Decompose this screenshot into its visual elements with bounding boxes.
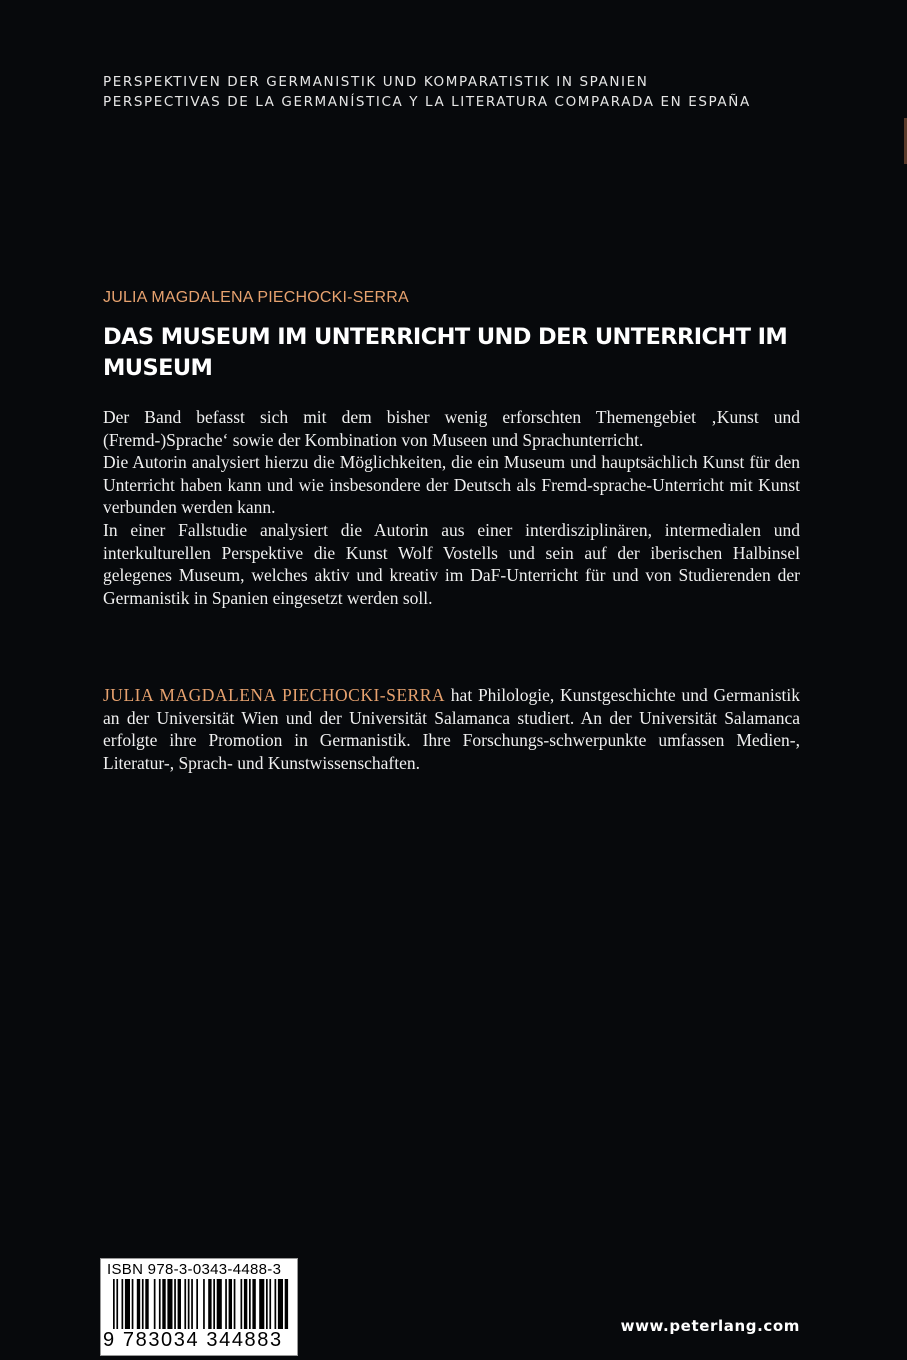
series-title — [103, 72, 751, 112]
blurb-paragraph: Die Autorin analysiert hierzu die Möglichkeiten, die ein Museum und hauptsächlich Kunst für den Unterricht haben kann und wie insbesondere der Deutsch als Fremd-sprache-Unterricht mit Kunst verbunden werden kann. — [103, 452, 800, 518]
barcode-digits: 9 783034 344883 — [103, 1329, 283, 1351]
author-bio-text: hat Philologie, Kunstgeschichte und Germanistik an der Universität Wien und der Universität Salamanca studiert. An der Universität Salamanca erfolgte ihre Promotion in Germanistik. Ihre Forschungs-schwerpunkte umfassen Medien-, Literatur-, Sprach- und Kunstwissenschaften. — [103, 685, 800, 773]
author-name: JULIA MAGDALENA PIECHOCKI-SERRA — [103, 289, 409, 306]
isbn-label: ISBN 978-3-0343-4488-3 — [107, 1261, 282, 1278]
book-title: DAS MUSEUM IM UNTERRICHT UND DER UNTERRICHT IM MUSEUM — [103, 324, 788, 381]
blurb-paragraph: Der Band befasst sich mit dem bisher wenig erforschten Themengebiet ‚Kunst und (Fremd-)Sprache‘ sowie der Kombination von Museen und Sprachunterricht. — [103, 407, 800, 450]
series-title-german: PERSPEKTIVEN DER GERMANISTIK UND KOMPARATISTIK IN SPANIEN — [103, 74, 649, 90]
author-bio — [103, 684, 800, 774]
publisher-website[interactable]: www.peterlang.com — [620, 1317, 800, 1335]
blurb — [103, 406, 800, 609]
isbn-barcode-block — [100, 1258, 298, 1356]
series-title-spanish: PERSPECTIVAS DE LA GERMANÍSTICA Y LA LITERATURA COMPARADA EN ESPAÑA — [103, 94, 751, 110]
blurb-paragraph: In einer Fallstudie analysiert die Autorin aus einer interdisziplinären, intermedialen und interkulturellen Perspektive die Kunst Wolf Vostells und sein auf der iberischen Halbinsel gelegenes Museum, welches aktiv und kreativ im DaF-Unterricht für und von Studierenden der Germanistik in Spanien eingesetzt werden soll. — [103, 519, 800, 608]
author-bio-name: JULIA MAGDALENA PIECHOCKI-SERRA — [103, 685, 446, 705]
ean13-barcode-icon — [101, 1279, 297, 1331]
